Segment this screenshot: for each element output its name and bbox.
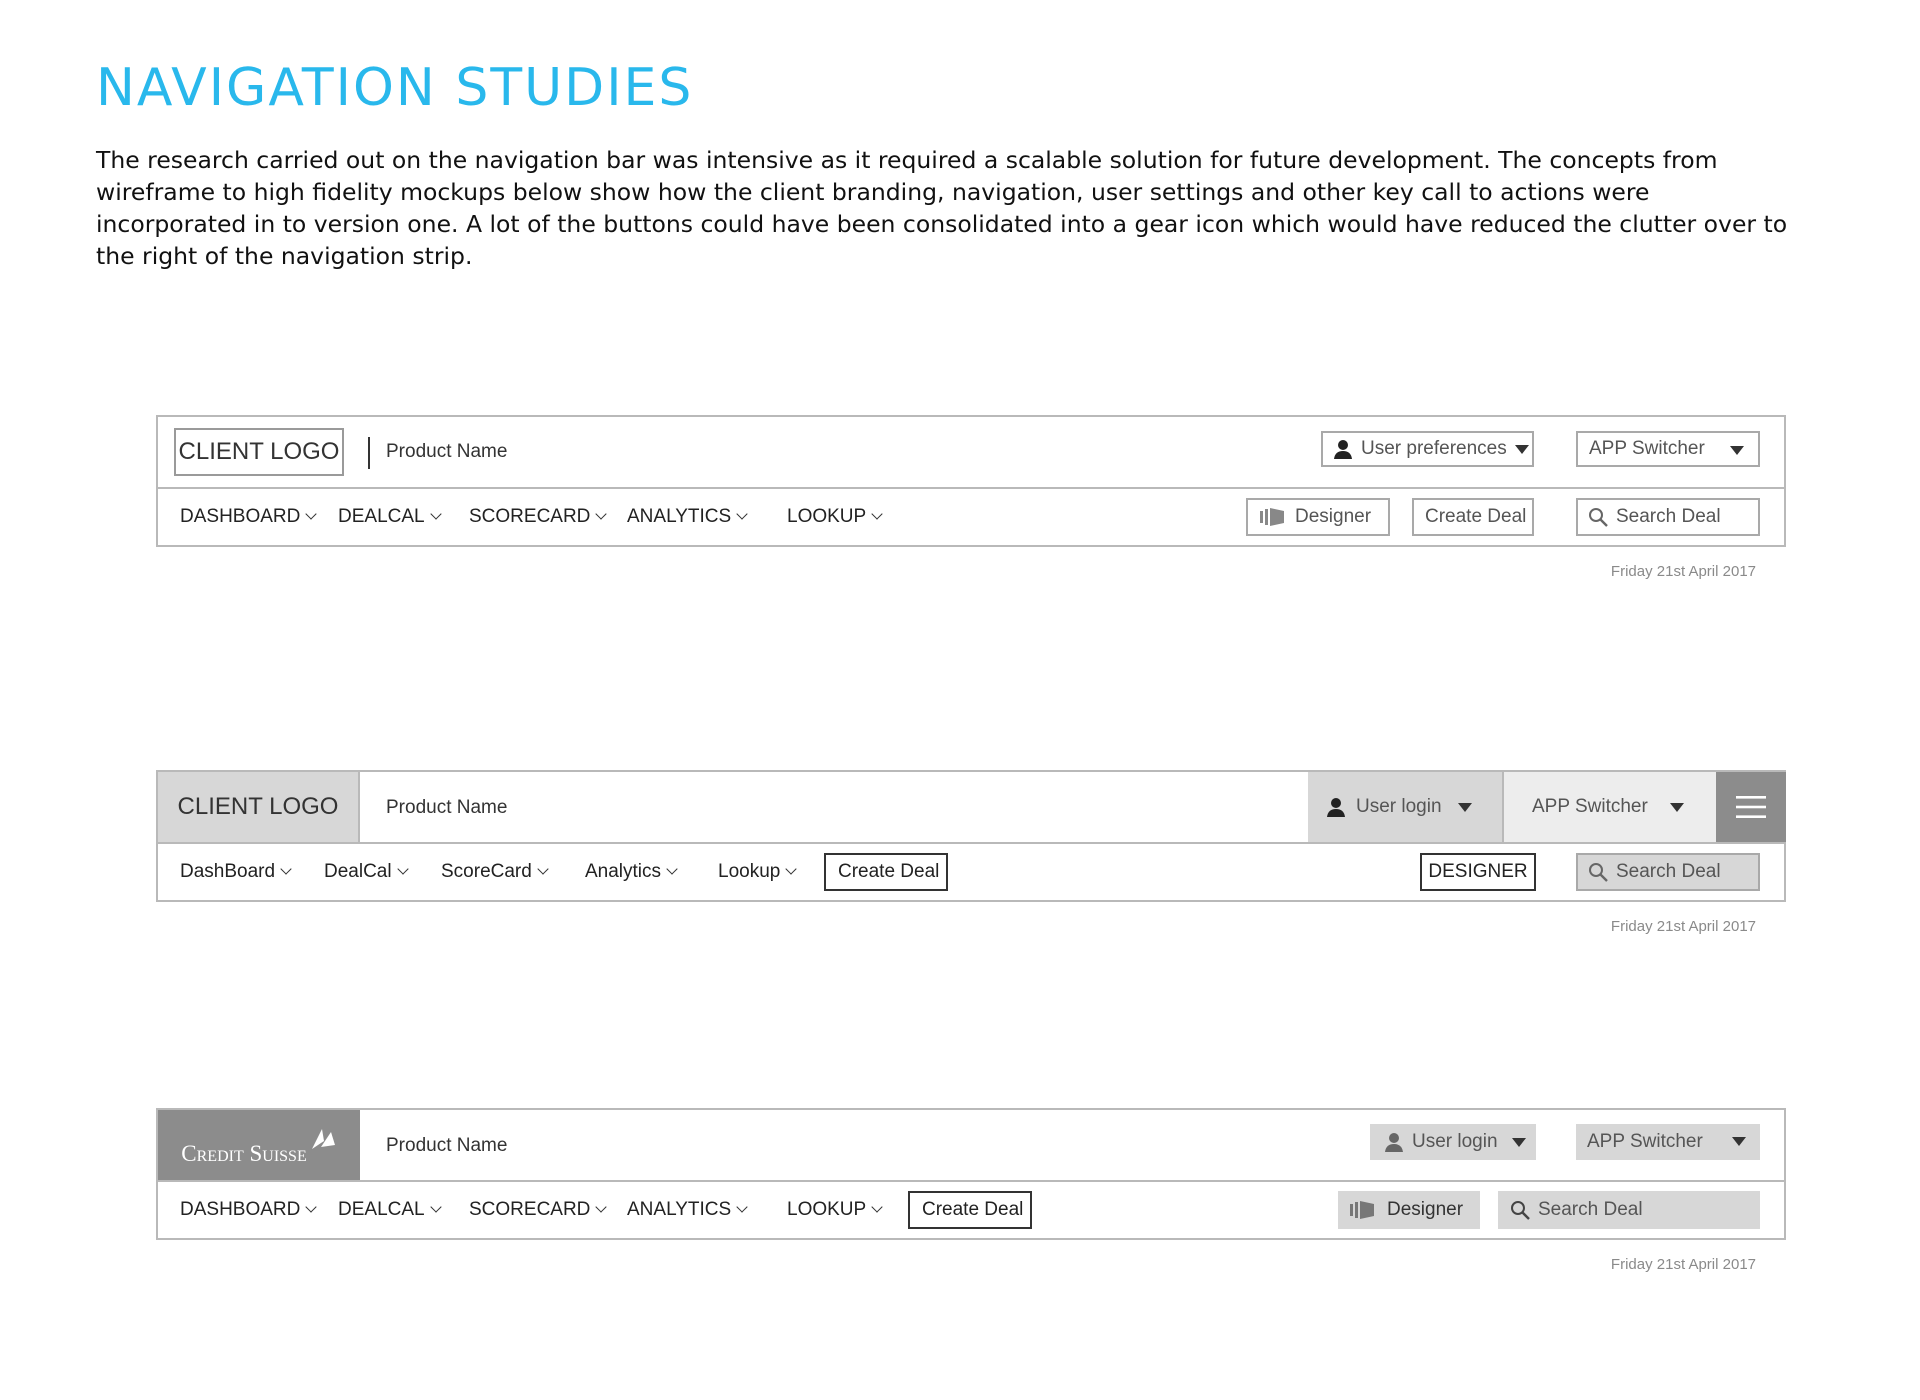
hamburger-menu-icon xyxy=(1736,795,1766,819)
menu-item-lookup[interactable] xyxy=(787,489,881,545)
caret-down-icon xyxy=(1512,1138,1526,1147)
menu-label: Lookup xyxy=(718,861,781,882)
create-deal-button[interactable]: Create Deal xyxy=(824,853,948,891)
nav-top-row xyxy=(158,1110,1784,1182)
designer-button[interactable] xyxy=(1338,1191,1480,1229)
search-input[interactable] xyxy=(1576,498,1760,536)
create-deal-button[interactable]: Create Deal xyxy=(1412,498,1534,536)
designer-label: Designer xyxy=(1295,506,1372,527)
search-placeholder: Search Deal xyxy=(1616,506,1721,527)
menu-label: LOOKUP xyxy=(787,1199,867,1220)
nav-study-wireframe xyxy=(156,415,1786,580)
menu-label: SCORECARD xyxy=(469,506,591,527)
menu-label: ScoreCard xyxy=(441,861,532,882)
menu-item-scorecard[interactable] xyxy=(441,844,547,900)
user-icon xyxy=(1326,797,1346,817)
nav-bottom-row xyxy=(158,489,1784,545)
menu-item-dashboard[interactable] xyxy=(180,489,315,545)
caret-down-icon xyxy=(1670,803,1684,812)
search-placeholder: Search Deal xyxy=(1616,861,1721,882)
menu-item-analytics[interactable] xyxy=(627,489,746,545)
menu-label: DashBoard xyxy=(180,861,276,882)
create-deal-button[interactable]: Create Deal xyxy=(908,1191,1032,1229)
menu-label: ANALYTICS xyxy=(627,506,732,527)
menu-item-dashboard[interactable] xyxy=(180,844,290,900)
user-icon xyxy=(1333,439,1353,459)
nav-top-row xyxy=(158,417,1784,489)
menu-item-analytics[interactable] xyxy=(585,844,676,900)
chevron-down-icon xyxy=(280,863,291,874)
app-switcher-dropdown[interactable] xyxy=(1502,772,1716,842)
search-input[interactable] xyxy=(1498,1191,1760,1229)
menu-label: SCORECARD xyxy=(469,1199,591,1220)
chevron-down-icon xyxy=(872,1201,883,1212)
user-login-dropdown[interactable] xyxy=(1308,772,1502,842)
chevron-down-icon xyxy=(397,863,408,874)
caret-down-icon xyxy=(1458,803,1472,812)
nav-top-row xyxy=(158,772,1784,844)
menu-item-dealcal[interactable] xyxy=(324,844,407,900)
menu-item-dealcal[interactable] xyxy=(338,1182,440,1238)
date-label: Friday 21st April 2017 xyxy=(1610,563,1756,580)
menu-item-dashboard[interactable] xyxy=(180,1182,315,1238)
chevron-down-icon xyxy=(786,863,797,874)
caret-down-icon xyxy=(1730,446,1744,455)
app-switcher-label: APP Switcher xyxy=(1587,1131,1703,1152)
nav-bar xyxy=(156,415,1786,547)
nav-study-hifi xyxy=(156,1108,1786,1273)
user-login-dropdown[interactable] xyxy=(1370,1124,1536,1160)
designer-icon xyxy=(1349,1200,1375,1220)
chevron-down-icon xyxy=(737,508,748,519)
menu-label: DASHBOARD xyxy=(180,506,301,527)
chevron-down-icon xyxy=(430,508,441,519)
nav-bottom-row xyxy=(158,844,1784,900)
chevron-down-icon xyxy=(537,863,548,874)
chevron-down-icon xyxy=(872,508,883,519)
search-input[interactable] xyxy=(1576,853,1760,891)
app-switcher-label: APP Switcher xyxy=(1532,796,1648,817)
menu-item-scorecard[interactable] xyxy=(469,1182,605,1238)
nav-bottom-row xyxy=(158,1182,1784,1238)
menu-label: ANALYTICS xyxy=(627,1199,732,1220)
client-logo[interactable]: CLIENT LOGO xyxy=(174,428,344,476)
menu-label: DEALCAL xyxy=(338,506,425,527)
search-icon xyxy=(1588,862,1608,882)
designer-label: Designer xyxy=(1387,1199,1464,1220)
divider xyxy=(368,437,370,469)
intro-paragraph: The research carried out on the navigation bar was intensive as it required a scalable solution for future development. The concepts from wireframe to high fidelity mockups below show how the client branding, navigation, user settings and other key call to actions were incorporated in to version one. A lot of the buttons could have been consolidated into a gear icon which would have reduced the clutter over to the right of the navigation strip. xyxy=(96,146,1788,270)
chevron-down-icon xyxy=(596,508,607,519)
caret-down-icon xyxy=(1515,445,1529,454)
search-icon xyxy=(1588,507,1608,527)
nav-study-midfi xyxy=(156,770,1786,935)
menu-item-lookup[interactable] xyxy=(787,1182,881,1238)
sails-icon xyxy=(309,1127,337,1151)
nav-bar xyxy=(156,770,1786,902)
chevron-down-icon xyxy=(430,1201,441,1212)
menu-item-analytics[interactable] xyxy=(627,1182,746,1238)
user-preferences-label: User preferences xyxy=(1361,438,1507,459)
menu-item-dealcal[interactable] xyxy=(338,489,440,545)
product-name: Product Name xyxy=(386,797,508,818)
date-label: Friday 21st April 2017 xyxy=(1610,918,1756,935)
menu-label: DealCal xyxy=(324,861,392,882)
chevron-down-icon xyxy=(596,1201,607,1212)
designer-button[interactable]: DESIGNER xyxy=(1420,853,1536,891)
nav-bar xyxy=(156,1108,1786,1240)
chevron-down-icon xyxy=(306,508,317,519)
designer-button[interactable] xyxy=(1246,498,1390,536)
credit-suisse-logo[interactable] xyxy=(158,1110,360,1180)
menu-label: Analytics xyxy=(585,861,662,882)
menu-label: DASHBOARD xyxy=(180,1199,301,1220)
product-name: Product Name xyxy=(386,441,508,462)
app-switcher-dropdown[interactable] xyxy=(1576,1124,1760,1160)
app-switcher-label: APP Switcher xyxy=(1589,438,1705,459)
date-label: Friday 21st April 2017 xyxy=(1610,1256,1756,1273)
user-login-label: User login xyxy=(1412,1131,1498,1152)
user-icon xyxy=(1384,1132,1404,1152)
chevron-down-icon xyxy=(737,1201,748,1212)
logo-wordmark: Credit Suisse xyxy=(181,1141,307,1166)
search-icon xyxy=(1510,1200,1530,1220)
hamburger-menu-button[interactable] xyxy=(1716,772,1786,842)
chevron-down-icon xyxy=(306,1201,317,1212)
app-switcher-dropdown[interactable] xyxy=(1576,431,1760,467)
menu-label: DEALCAL xyxy=(338,1199,425,1220)
page-title: NAVIGATION STUDIES xyxy=(96,58,694,118)
menu-label: LOOKUP xyxy=(787,506,867,527)
chevron-down-icon xyxy=(666,863,677,874)
menu-item-scorecard[interactable] xyxy=(469,489,605,545)
user-login-label: User login xyxy=(1356,796,1442,817)
designer-icon xyxy=(1259,507,1285,527)
menu-item-lookup[interactable] xyxy=(718,844,795,900)
product-name: Product Name xyxy=(386,1135,508,1156)
client-logo[interactable]: CLIENT LOGO xyxy=(158,772,360,842)
caret-down-icon xyxy=(1732,1137,1746,1146)
search-placeholder: Search Deal xyxy=(1538,1199,1643,1220)
user-preferences-dropdown[interactable] xyxy=(1321,431,1534,467)
